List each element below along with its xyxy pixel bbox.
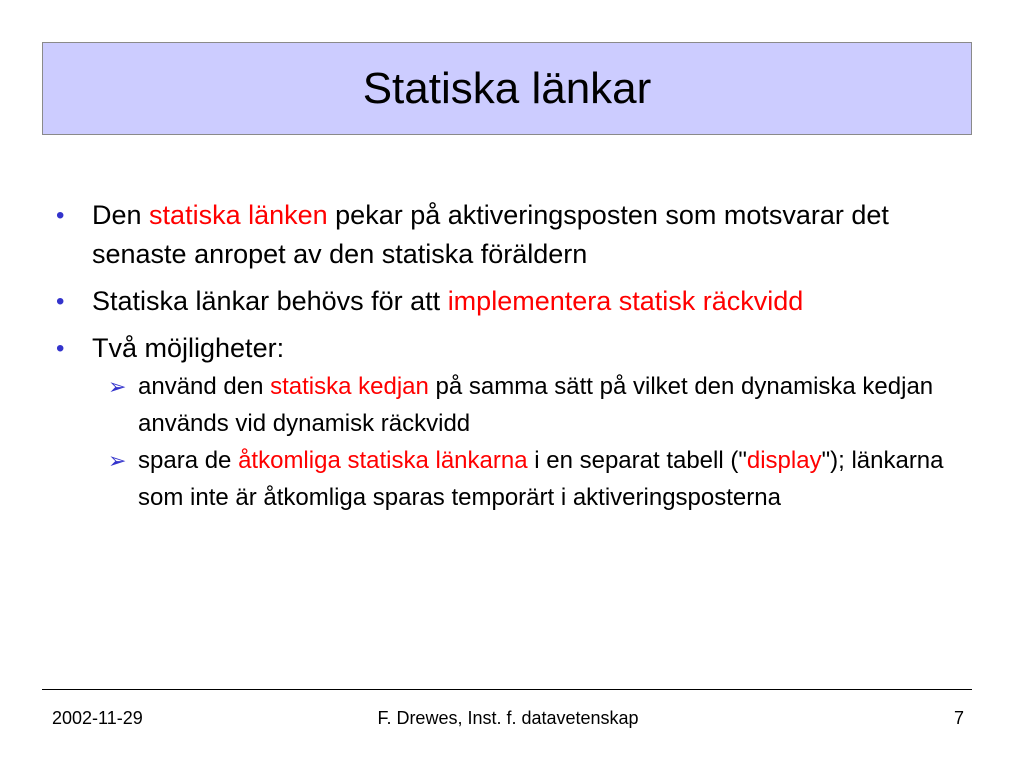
sub-bullet-item-2 <box>108 442 956 516</box>
slide-title: Statiska länkar <box>362 63 652 113</box>
sub-bullet-list <box>108 368 956 516</box>
bullet-icon: • <box>56 288 65 315</box>
highlight-text: implementera statisk räckvidd <box>447 286 804 316</box>
footer-page-number: 7 <box>953 708 964 728</box>
sub-bullet-text: spara de åtkomliga statiska länkarna i en separat tabell ("display"); länkarna som inte är åtkomliga sparas temporärt i aktiveringsposterna <box>138 447 944 511</box>
footer-author: F. Drewes, Inst. f. datavetenskap <box>377 708 639 728</box>
footer-divider <box>42 689 972 690</box>
bullet-item-3 <box>56 329 956 516</box>
footer-date: 2002-11-29 <box>52 708 143 728</box>
bullet-icon: • <box>56 202 65 229</box>
sub-bullet-item-1 <box>108 368 956 442</box>
slide-title-box <box>42 42 972 135</box>
arrow-bullet-icon: ➢ <box>108 448 127 473</box>
bullet-item-1 <box>56 196 956 274</box>
bullet-text: Två möjligheter: <box>92 333 285 363</box>
slide-footer <box>52 708 964 728</box>
highlight-text: åtkomliga statiska länkarna <box>238 447 528 474</box>
bullet-text: Statiska länkar behövs för att implementera statisk räckvidd <box>92 286 804 316</box>
arrow-bullet-icon: ➢ <box>108 374 127 399</box>
highlight-text: statiska länken <box>149 200 328 230</box>
highlight-text: display <box>746 447 822 474</box>
highlight-text: statiska kedjan <box>270 373 429 400</box>
bullet-list <box>56 196 956 524</box>
bullet-icon: • <box>56 335 65 362</box>
bullet-text: Den statiska länken pekar på aktiveringsposten som motsvarar det senaste anropet av den statiska föräldern <box>92 200 889 269</box>
sub-bullet-text: använd den statiska kedjan på samma sätt på vilket den dynamiska kedjan används vid dynamisk räckvidd <box>138 373 934 437</box>
bullet-item-2 <box>56 282 956 321</box>
